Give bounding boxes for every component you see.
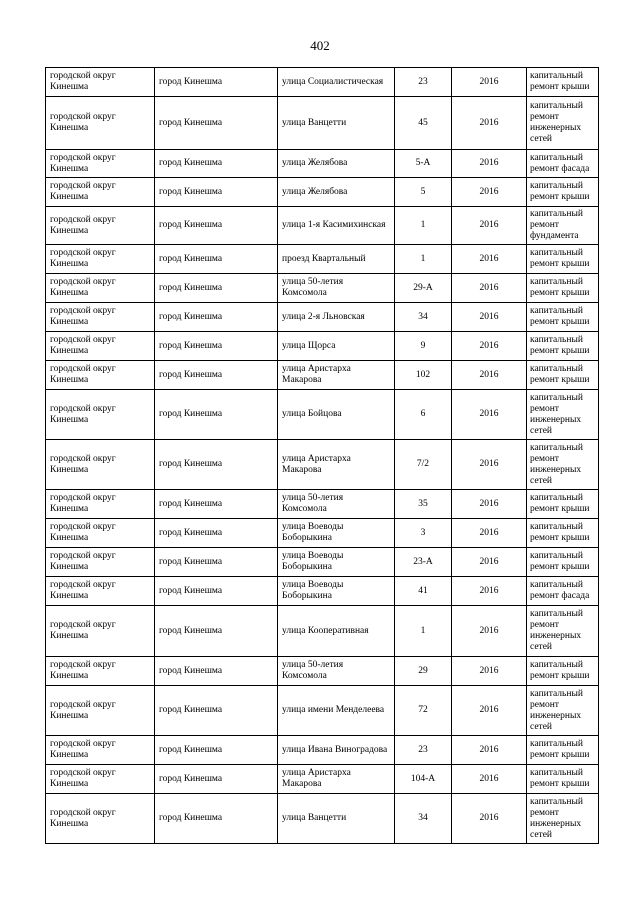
cell-house-number: 45: [395, 97, 452, 150]
cell-street: улица Социалистическая: [278, 68, 395, 97]
table-row: [46, 548, 599, 577]
cell-city: город Кинешма: [155, 97, 278, 150]
table-row: [46, 303, 599, 332]
cell-city: город Кинешма: [155, 390, 278, 440]
cell-district: городской округ Кинешма: [46, 440, 155, 490]
cell-city: город Кинешма: [155, 736, 278, 765]
table-row: [46, 490, 599, 519]
cell-work-type: капитальный ремонт крыши: [527, 736, 599, 765]
cell-house-number: 7/2: [395, 440, 452, 490]
cell-work-type: капитальный ремонт фундамента: [527, 207, 599, 245]
cell-house-number: 29: [395, 657, 452, 686]
table-row: [46, 440, 599, 490]
cell-year: 2016: [452, 519, 527, 548]
cell-street: улица Воеводы Боборыкина: [278, 577, 395, 606]
table-row: [46, 606, 599, 657]
cell-street: улица Ванцетти: [278, 794, 395, 844]
cell-year: 2016: [452, 686, 527, 736]
table-body: [46, 68, 599, 844]
cell-district: городской округ Кинешма: [46, 97, 155, 150]
cell-year: 2016: [452, 548, 527, 577]
cell-district: городской округ Кинешма: [46, 390, 155, 440]
cell-district: городской округ Кинешма: [46, 548, 155, 577]
cell-city: город Кинешма: [155, 577, 278, 606]
cell-street: улица Бойцова: [278, 390, 395, 440]
cell-street: улица Кооперативная: [278, 606, 395, 657]
cell-street: улица имени Менделеева: [278, 686, 395, 736]
table-row: [46, 519, 599, 548]
cell-year: 2016: [452, 97, 527, 150]
cell-city: город Кинешма: [155, 150, 278, 178]
table-row: [46, 361, 599, 390]
table-row: [46, 97, 599, 150]
cell-year: 2016: [452, 207, 527, 245]
cell-house-number: 1: [395, 207, 452, 245]
cell-house-number: 1: [395, 606, 452, 657]
cell-street: улица Желябова: [278, 150, 395, 178]
cell-district: городской округ Кинешма: [46, 207, 155, 245]
cell-city: город Кинешма: [155, 178, 278, 207]
cell-city: город Кинешма: [155, 606, 278, 657]
cell-district: городской округ Кинешма: [46, 303, 155, 332]
cell-district: городской округ Кинешма: [46, 245, 155, 274]
cell-district: городской округ Кинешма: [46, 274, 155, 303]
cell-work-type: капитальный ремонт инженерных сетей: [527, 440, 599, 490]
cell-street: улица Воеводы Боборыкина: [278, 519, 395, 548]
cell-street: улица Аристарха Макарова: [278, 440, 395, 490]
cell-district: городской округ Кинешма: [46, 150, 155, 178]
cell-year: 2016: [452, 390, 527, 440]
table-row: [46, 150, 599, 178]
cell-city: город Кинешма: [155, 794, 278, 844]
cell-house-number: 6: [395, 390, 452, 440]
cell-city: город Кинешма: [155, 686, 278, 736]
cell-year: 2016: [452, 440, 527, 490]
table-row: [46, 765, 599, 794]
cell-house-number: 23: [395, 736, 452, 765]
cell-work-type: капитальный ремонт фасада: [527, 577, 599, 606]
cell-house-number: 72: [395, 686, 452, 736]
cell-year: 2016: [452, 245, 527, 274]
cell-year: 2016: [452, 577, 527, 606]
cell-district: городской округ Кинешма: [46, 178, 155, 207]
cell-work-type: капитальный ремонт инженерных сетей: [527, 390, 599, 440]
cell-work-type: капитальный ремонт крыши: [527, 519, 599, 548]
cell-city: город Кинешма: [155, 657, 278, 686]
cell-district: городской округ Кинешма: [46, 519, 155, 548]
cell-city: город Кинешма: [155, 440, 278, 490]
cell-street: улица Ванцетти: [278, 97, 395, 150]
cell-work-type: капитальный ремонт инженерных сетей: [527, 97, 599, 150]
cell-work-type: капитальный ремонт крыши: [527, 332, 599, 361]
cell-district: городской округ Кинешма: [46, 657, 155, 686]
table-row: [46, 686, 599, 736]
cell-year: 2016: [452, 657, 527, 686]
cell-city: город Кинешма: [155, 765, 278, 794]
table-row: [46, 274, 599, 303]
cell-city: город Кинешма: [155, 548, 278, 577]
cell-work-type: капитальный ремонт крыши: [527, 178, 599, 207]
table-row: [46, 794, 599, 844]
cell-work-type: капитальный ремонт инженерных сетей: [527, 686, 599, 736]
cell-year: 2016: [452, 490, 527, 519]
page-number: 402: [310, 38, 330, 53]
cell-year: 2016: [452, 332, 527, 361]
cell-district: городской округ Кинешма: [46, 606, 155, 657]
cell-house-number: 3: [395, 519, 452, 548]
cell-work-type: капитальный ремонт крыши: [527, 68, 599, 97]
cell-street: улица 50-летия Комсомола: [278, 490, 395, 519]
cell-house-number: 102: [395, 361, 452, 390]
cell-city: город Кинешма: [155, 274, 278, 303]
table-row: [46, 68, 599, 97]
cell-street: улица 50-летия Комсомола: [278, 274, 395, 303]
cell-work-type: капитальный ремонт крыши: [527, 657, 599, 686]
cell-district: городской округ Кинешма: [46, 686, 155, 736]
cell-work-type: капитальный ремонт инженерных сетей: [527, 606, 599, 657]
table-row: [46, 245, 599, 274]
cell-street: улица Желябова: [278, 178, 395, 207]
cell-house-number: 23: [395, 68, 452, 97]
cell-district: городской округ Кинешма: [46, 577, 155, 606]
cell-house-number: 34: [395, 794, 452, 844]
cell-year: 2016: [452, 68, 527, 97]
cell-city: город Кинешма: [155, 519, 278, 548]
cell-house-number: 41: [395, 577, 452, 606]
cell-house-number: 104-А: [395, 765, 452, 794]
cell-district: городской округ Кинешма: [46, 794, 155, 844]
cell-house-number: 34: [395, 303, 452, 332]
cell-work-type: капитальный ремонт инженерных сетей: [527, 794, 599, 844]
cell-city: город Кинешма: [155, 303, 278, 332]
housing-repair-table: [45, 67, 599, 844]
cell-street: улица Аристарха Макарова: [278, 361, 395, 390]
cell-street: улица Воеводы Боборыкина: [278, 548, 395, 577]
cell-street: улица 1-я Касимихинская: [278, 207, 395, 245]
cell-street: проезд Квартальный: [278, 245, 395, 274]
cell-city: город Кинешма: [155, 68, 278, 97]
cell-house-number: 35: [395, 490, 452, 519]
cell-year: 2016: [452, 794, 527, 844]
cell-city: город Кинешма: [155, 245, 278, 274]
cell-city: город Кинешма: [155, 207, 278, 245]
table-row: [46, 390, 599, 440]
table-row: [46, 332, 599, 361]
cell-year: 2016: [452, 361, 527, 390]
cell-work-type: капитальный ремонт фасада: [527, 150, 599, 178]
cell-house-number: 1: [395, 245, 452, 274]
cell-street: улица 50-летия Комсомола: [278, 657, 395, 686]
cell-work-type: капитальный ремонт крыши: [527, 490, 599, 519]
table-row: [46, 736, 599, 765]
cell-district: городской округ Кинешма: [46, 490, 155, 519]
cell-year: 2016: [452, 765, 527, 794]
cell-work-type: капитальный ремонт крыши: [527, 274, 599, 303]
cell-work-type: капитальный ремонт крыши: [527, 303, 599, 332]
cell-year: 2016: [452, 178, 527, 207]
cell-work-type: капитальный ремонт крыши: [527, 361, 599, 390]
cell-work-type: капитальный ремонт крыши: [527, 548, 599, 577]
cell-city: город Кинешма: [155, 490, 278, 519]
cell-house-number: 29-А: [395, 274, 452, 303]
cell-year: 2016: [452, 150, 527, 178]
cell-house-number: 5-А: [395, 150, 452, 178]
cell-work-type: капитальный ремонт крыши: [527, 765, 599, 794]
cell-year: 2016: [452, 303, 527, 332]
cell-district: городской округ Кинешма: [46, 68, 155, 97]
table-row: [46, 178, 599, 207]
table-row: [46, 657, 599, 686]
table-row: [46, 577, 599, 606]
table-row: [46, 207, 599, 245]
cell-street: улица Щорса: [278, 332, 395, 361]
cell-city: город Кинешма: [155, 361, 278, 390]
cell-house-number: 5: [395, 178, 452, 207]
cell-year: 2016: [452, 736, 527, 765]
cell-district: городской округ Кинешма: [46, 736, 155, 765]
cell-year: 2016: [452, 274, 527, 303]
cell-district: городской округ Кинешма: [46, 332, 155, 361]
cell-work-type: капитальный ремонт крыши: [527, 245, 599, 274]
cell-house-number: 23-А: [395, 548, 452, 577]
cell-house-number: 9: [395, 332, 452, 361]
cell-street: улица Аристарха Макарова: [278, 765, 395, 794]
cell-city: город Кинешма: [155, 332, 278, 361]
cell-street: улица 2-я Льновская: [278, 303, 395, 332]
cell-district: городской округ Кинешма: [46, 361, 155, 390]
cell-district: городской округ Кинешма: [46, 765, 155, 794]
cell-year: 2016: [452, 606, 527, 657]
cell-street: улица Ивана Виноградова: [278, 736, 395, 765]
